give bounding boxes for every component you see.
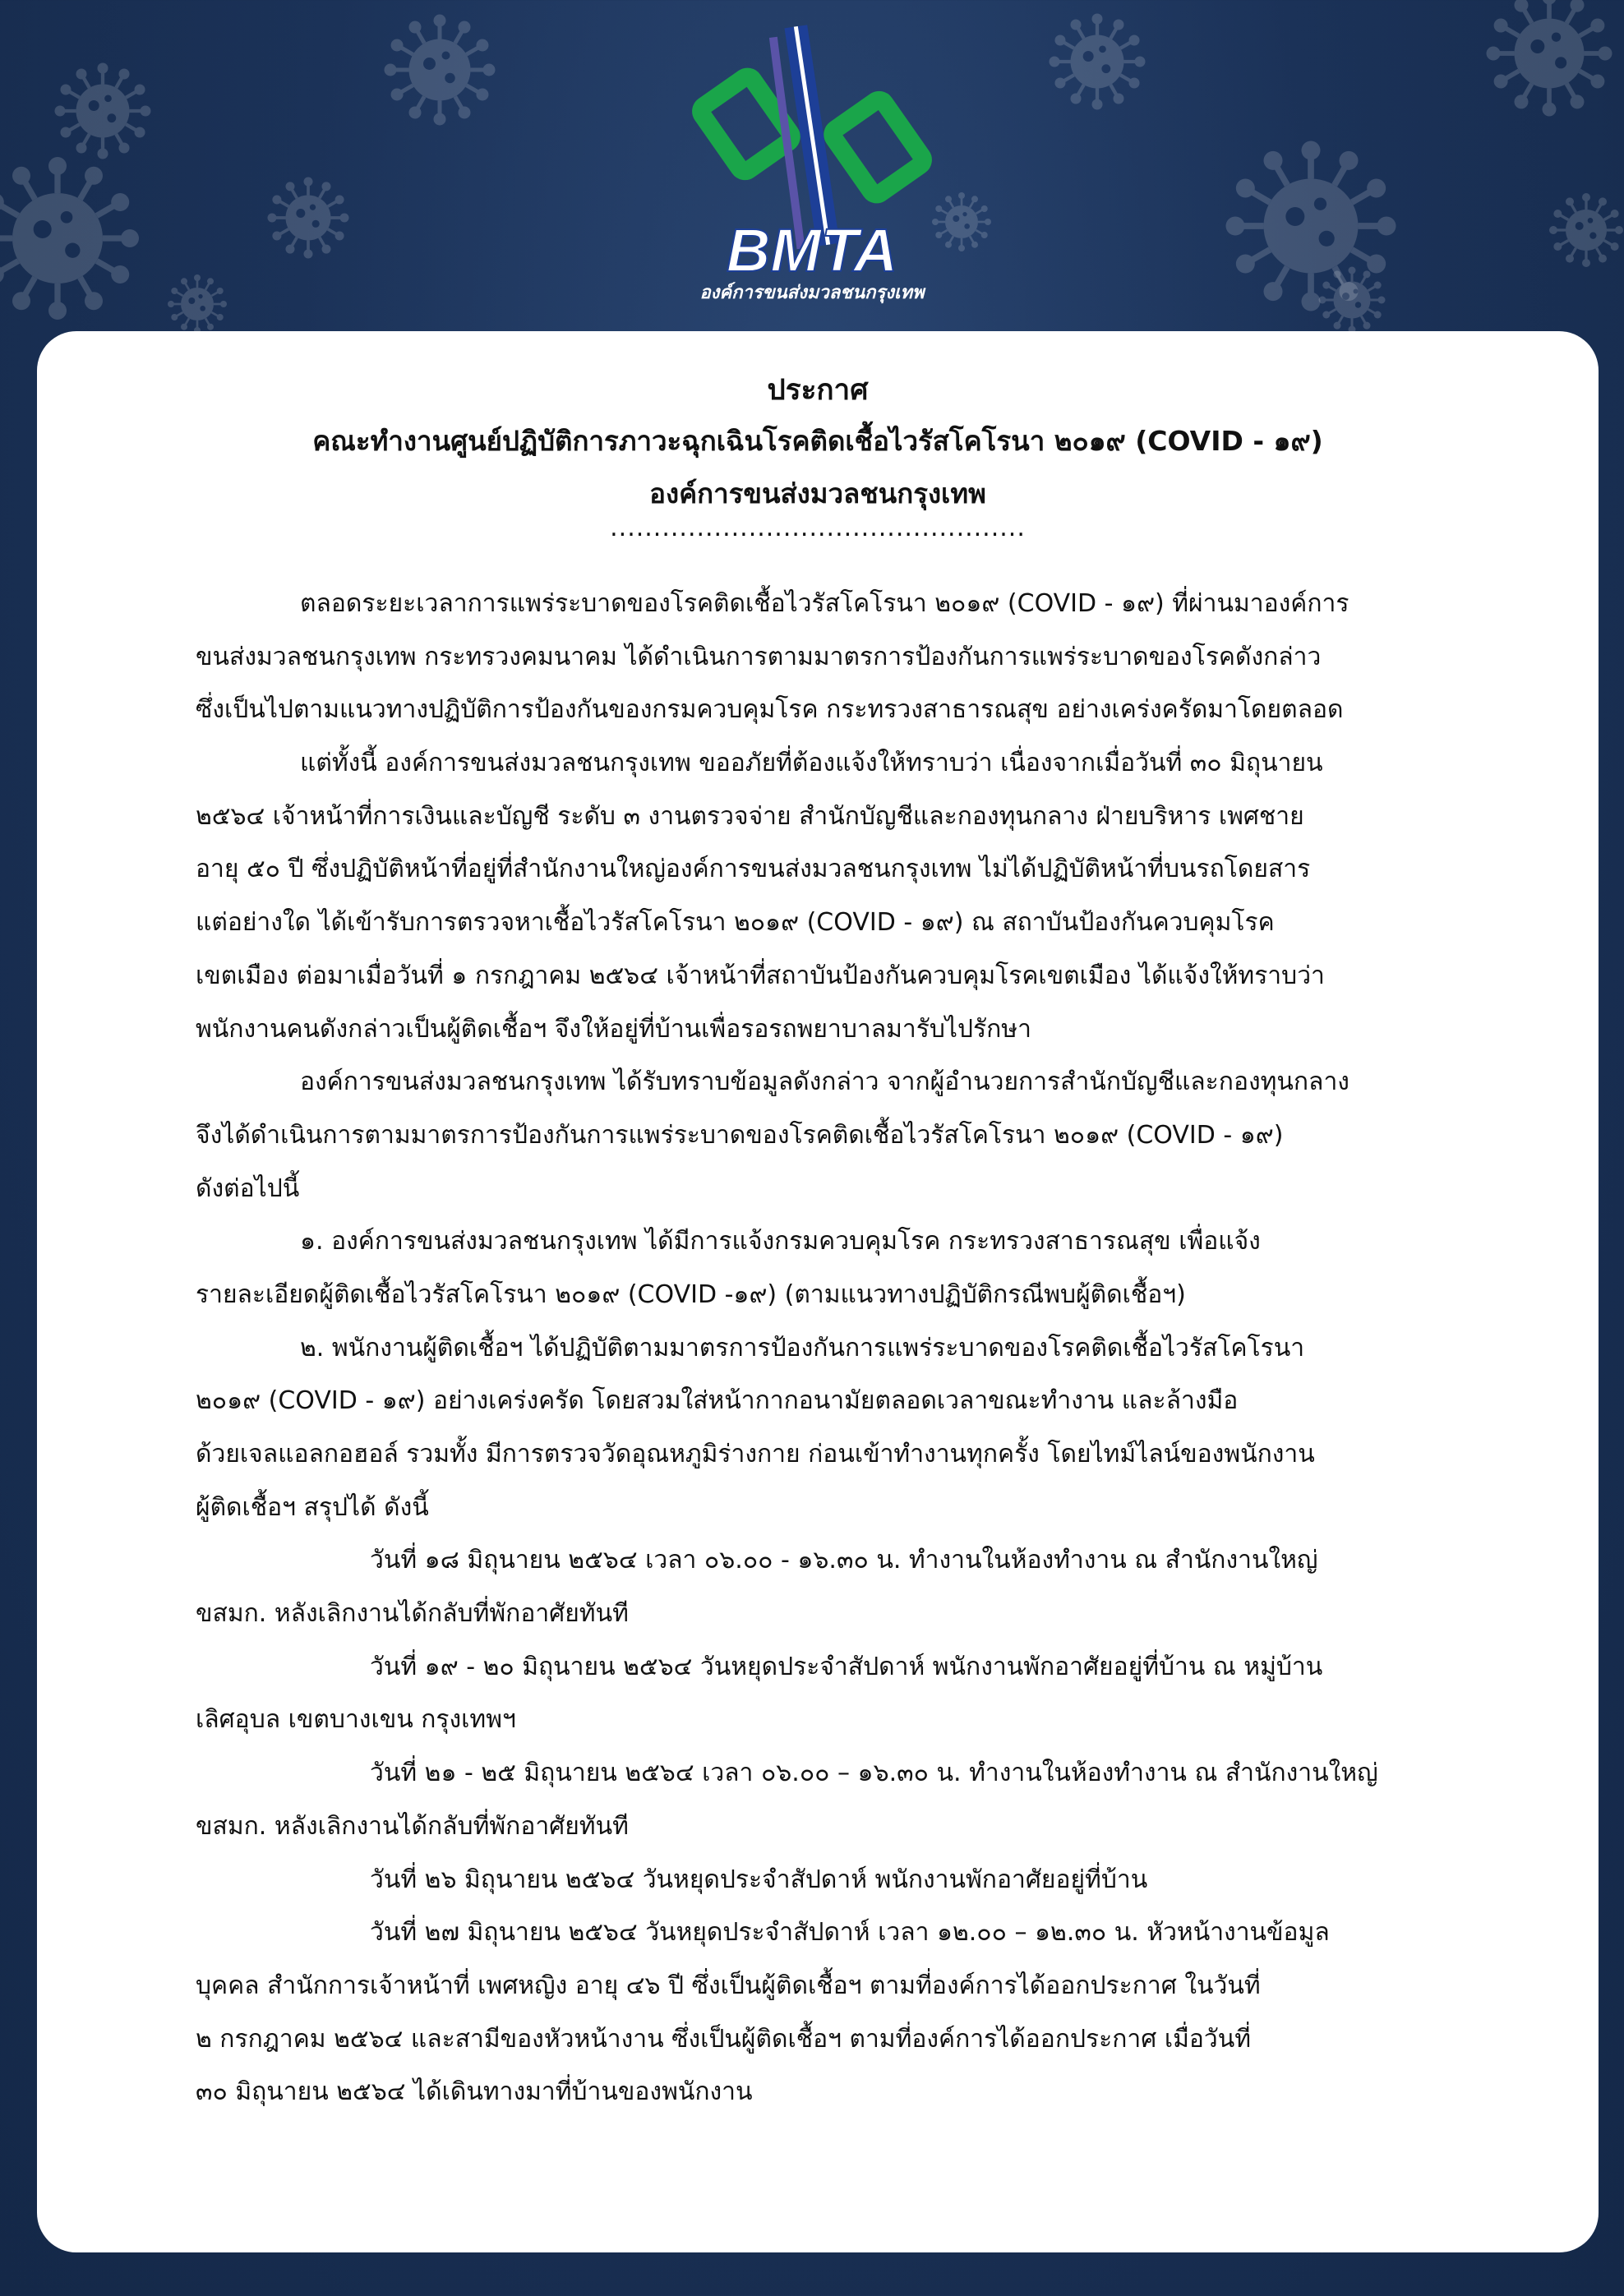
virus-icon <box>263 173 353 263</box>
virus-icon <box>1044 8 1151 115</box>
body-line: ๒๕๖๔ เจ้าหน้าที่การเงินและบัญชี ระดับ ๓ งานตรวจจ่าย สำนักบัญชีและกองทุนกลาง ฝ่ายบริหาร เพศชาย <box>196 801 1304 831</box>
body-line: พนักงานคนดังกล่าวเป็นผู้ติดเชื้อฯ จึงให้อยู่ที่บ้านเพื่อรอรถพยาบาลมารับไปรักษา <box>196 1014 1031 1044</box>
body-line: ขนส่งมวลชนกรุงเทพ กระทรวงคมนาคม ได้ดำเนินการตามมาตรการป้องกันการแพร่ระบาดของโรคดังกล่าว <box>196 642 1322 671</box>
body-line: เขตเมือง ต่อมาเมื่อวันที่ ๑ กรกฎาคม ๒๕๖๔ เจ้าหน้าที่สถาบันป้องกันควบคุมโรคเขตเมือง ได้แจ้งให้ทราบว่า <box>196 961 1325 990</box>
body-line: ตลอดระยะเวลาการแพร่ระบาดของโรคติดเชื้อไวรัสโคโรนา ๒๐๑๙ (COVID - ๑๙) ที่ผ่านมาองค์การ <box>300 589 1349 618</box>
body-line: ดังต่อไปนี้ <box>196 1173 300 1203</box>
body-line: แต่ทั้งนี้ องค์การขนส่งมวลชนกรุงเทพ ขออภัยที่ต้องแจ้งให้ทราบว่า เนื่องจากเมื่อวันที่ ๓๐ มิถุนายน <box>300 749 1323 778</box>
body-line: ขสมก. หลังเลิกงานได้กลับที่พักอาศัยทันที <box>196 1599 629 1629</box>
document-body <box>196 578 1461 2119</box>
body-line: ๒. พนักงานผู้ติดเชื้อฯ ได้ปฏิบัติตามมาตรการป้องกันการแพร่ระบาดของโรคติดเชื้อไวรัสโคโรนา <box>300 1333 1305 1362</box>
body-line: ๒๐๑๙ (COVID - ๑๙) อย่างเคร่งครัด โดยสวมใส่หน้ากากอนามัยตลอดเวลาขณะทำงาน และล้างมือ <box>196 1386 1239 1416</box>
bmta-logo-mark <box>689 25 935 308</box>
body-line: ด้วยเจลแอลกอฮอล์ รวมทั้ง มีการตรวจวัดอุณหภูมิร่างกาย ก่อนเข้าทำงานทุกครั้ง โดยไทม์ไลน์ของพนักงาน <box>196 1440 1315 1468</box>
virus-icon <box>1315 263 1389 337</box>
body-line: องค์การขนส่งมวลชนกรุงเทพ ได้รับทราบข้อมูลดังกล่าว จากผู้อำนวยการสำนักบัญชีและกองทุนกลาง <box>300 1067 1349 1097</box>
body-line: ซึ่งเป็นไปตามแนวทางปฏิบัติการป้องกันของกรมควบคุมโรค กระทรวงสาธารณสุข อย่างเคร่งครัดมาโดยตลอด <box>196 695 1344 725</box>
body-line: จึงได้ดำเนินการตามมาตรการป้องกันการแพร่ระบาดของโรคติดเชื้อไวรัสโคโรนา ๒๐๑๙ (COVID - ๑๙) <box>196 1120 1284 1150</box>
body-line: อายุ ๕๐ ปี ซึ่งปฏิบัติหน้าที่อยู่ที่สำนักงานใหญ่องค์การขนส่งมวลชนกรุงเทพ ไม่ได้ปฏิบัติหน้าที่บนรถโดยสาร <box>196 855 1311 884</box>
body-line: วันที่ ๑๘ มิถุนายน ๒๕๖๔ เวลา ๐๖.๐๐ - ๑๖.๓๐ น. ทำงานในห้องทำงาน ณ สำนักงานใหญ่ <box>370 1546 1318 1575</box>
document-title: ประกาศ <box>767 374 869 407</box>
title-divider: ................................................ <box>610 514 1026 542</box>
bmta-logo <box>689 25 935 308</box>
body-line: บุคคล สำนักการเจ้าหน้าที่ เพศหญิง อายุ ๔๖ ปี ซึ่งเป็นผู้ติดเชื้อฯ ตามที่องค์การได้ออกประกาศ ในวันที่ <box>196 1971 1261 2000</box>
body-line: ๓๐ มิถุนายน ๒๕๖๔ ได้เดินทางมาที่บ้านของพนักงาน <box>196 2077 753 2107</box>
virus-icon <box>164 271 230 337</box>
body-line: วันที่ ๒๖ มิถุนายน ๒๕๖๔ วันหยุดประจำสัปดาห์ พนักงานพักอาศัยอยู่ที่บ้าน <box>370 1865 1148 1894</box>
body-line: ผู้ติดเชื้อฯ สรุปได้ ดังนี้ <box>196 1492 429 1522</box>
document-organization: องค์การขนส่งมวลชนกรุงเทพ <box>649 477 986 509</box>
body-line: แต่อย่างใด ได้เข้ารับการตรวจหาเชื้อไวรัสโคโรนา ๒๐๑๙ (COVID - ๑๙) ณ สถาบันป้องกันควบคุมโรค <box>196 908 1275 938</box>
virus-icon <box>1545 189 1624 271</box>
virus-icon <box>929 189 994 255</box>
logo-subtitle: องค์การขนส่งมวลชนกรุงเทพ <box>699 283 925 303</box>
body-line: ๑. องค์การขนส่งมวลชนกรุงเทพ ได้มีการแจ้งกรมควบคุมโรค กระทรวงสาธารณสุข เพื่อแจ้ง <box>300 1227 1261 1256</box>
virus-icon <box>0 148 148 329</box>
virus-icon <box>1479 0 1619 123</box>
body-line: รายละเอียดผู้ติดเชื้อไวรัสโคโรนา ๒๐๑๙ (COVID -๑๙) (ตามแนวทางปฏิบัติกรณีพบผู้ติดเชื้อฯ) <box>196 1279 1186 1309</box>
body-line: วันที่ ๑๙ - ๒๐ มิถุนายน ๒๕๖๔ วันหยุดประจำสัปดาห์ พนักงานพักอาศัยอยู่ที่บ้าน ณ หมู่บ้าน <box>370 1652 1323 1681</box>
body-line: ๒ กรกฎาคม ๒๕๖๔ และสามีของหัวหน้างาน ซึ่งเป็นผู้ติดเชื้อฯ ตามที่องค์การได้ออกประกาศ เมื่อวันที่ <box>196 2024 1252 2054</box>
body-line: เลิศอุบล เขตบางเขน กรุงเทพฯ <box>196 1705 516 1735</box>
document-subtitle: คณะทำงานศูนย์ปฏิบัติการภาวะฉุกเฉินโรคติดเชื้อไวรัสโคโรนา ๒๐๑๙ (COVID - ๑๙) <box>312 425 1323 457</box>
body-line: วันที่ ๒๑ - ๒๕ มิถุนายน ๒๕๖๔ เวลา ๐๖.๐๐ – ๑๖.๓๐ น. ทำงานในห้องทำงาน ณ สำนักงานใหญ่ <box>370 1759 1378 1788</box>
body-line: วันที่ ๒๗ มิถุนายน ๒๕๖๔ วันหยุดประจำสัปดาห์ เวลา ๑๒.๐๐ – ๑๒.๓๐ น. หัวหน้างานข้อมูล <box>370 1918 1330 1948</box>
virus-icon <box>378 8 501 131</box>
logo-name: BMTA <box>726 216 898 284</box>
body-line: ขสมก. หลังเลิกงานได้กลับที่พักอาศัยทันที <box>196 1811 629 1841</box>
document-card <box>37 331 1599 2252</box>
